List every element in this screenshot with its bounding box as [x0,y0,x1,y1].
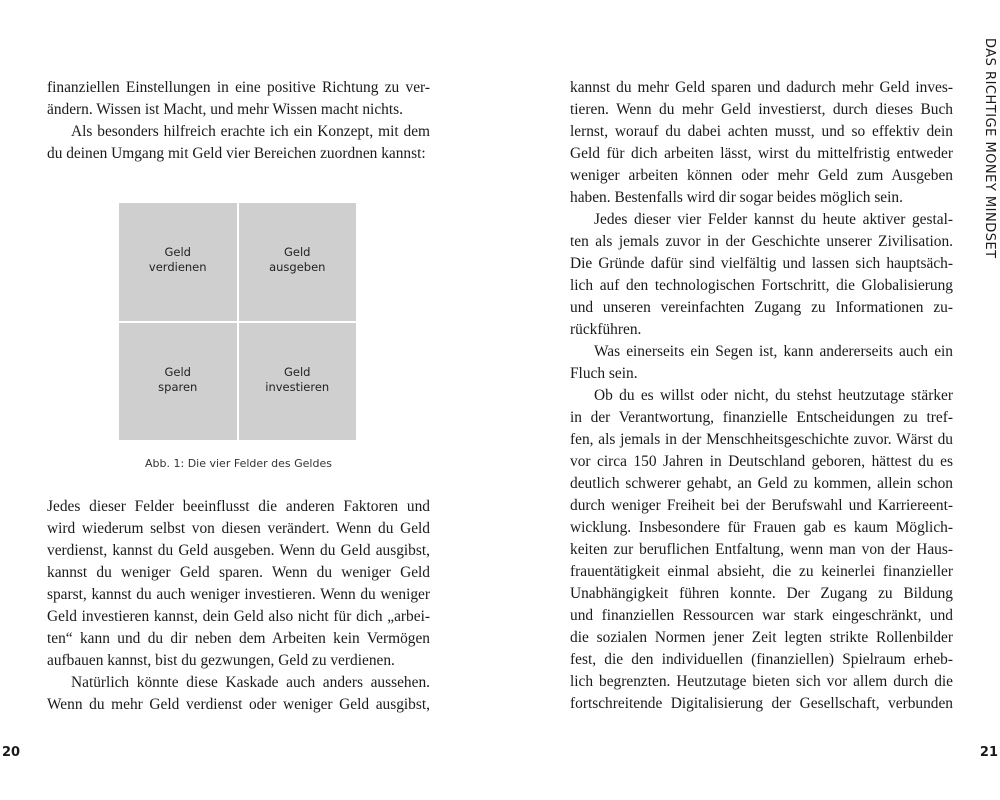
text-line: finanziellen Einstellungen in eine positive Richtung zu ver- [47,79,430,96]
text-line: Die Gründe dafür sind vielfältig und lassen sich hauptsäch- [570,255,953,272]
text-line: weniger arbeiten können oder mehr Geld zum Ausgeben [570,167,953,184]
cell-label: Geld sparen [158,364,198,394]
text-line: Was einerseits ein Segen ist, kann andererseits auch ein [594,343,953,360]
running-head: DAS RICHTIGE MONEY MINDSET [982,38,997,259]
text-line: lernst, worauf du dabei achten musst, und so effektiv dein [570,123,953,140]
text-line: Ob du es willst oder nicht, du stehst heutzutage stärker [594,387,953,404]
text-line: Jedes dieser Felder beeinflusst die anderen Faktoren und [47,498,430,515]
text-line: wird wiederum selbst von diesen verändert. Wenn du Geld [47,520,430,537]
text-line: Wenn du mehr Geld verdienst oder weniger Geld ausgibst, [47,696,430,713]
cell-geld-investieren [239,323,357,441]
text-line: deutlich schwerer gehabt, an Geld zu kommen, allein schon [570,475,953,492]
text-line: haben. Bestenfalls wird dir sogar beides möglich sein. [570,189,903,206]
cell-label: Geld ausgeben [269,245,326,274]
text-line: aufbauen kannst, bist du gezwungen, Geld zu verdienen. [47,652,395,669]
text-line: Geld investieren kannst, dein Geld also nicht für dich „arbei- [47,608,430,625]
text-line: fen, als jemals in der Menschheitsgeschichte zuvor. Wärst du [570,431,953,448]
text-line: sparst, kannst du auch weniger investieren. Wenn du weniger [47,586,430,603]
figure-caption: Abb. 1: Die vier Felder des Geldes [145,457,332,470]
text-line: keiten zur beruflichen Entfaltung, wenn man von der Haus- [570,541,953,558]
left-text-bottom [47,496,430,716]
text-line: kannst du weniger Geld sparen. Wenn du weniger Geld [47,564,430,581]
text-line: ten“ kann und du dir neben dem Arbeiten kein Vermögen [47,630,430,647]
cell-geld-sparen [119,323,237,441]
text-line: in der Verantwortung, finanzielle Entscheidungen zu tref- [570,409,953,426]
text-line: verdienst, kannst du Geld ausgeben. Wenn du Geld ausgibst, [47,542,430,559]
text-line: fortschreitende Digitalisierung der Gesellschaft, verbunden [570,695,953,712]
text-line: Jedes dieser vier Felder kannst du heute aktiver gestal- [594,211,953,228]
cell-label: Geld investieren [265,364,330,394]
text-line: Fluch sein. [570,365,638,382]
cell-geld-ausgeben [239,203,357,321]
text-line: lich begrenzten. Heutzutage bieten sich vor allem durch die [570,673,953,690]
text-line: frauentätigkeit einmal absieht, die zu keinerlei finanzieller [570,563,953,580]
text-line: Unabhängigkeit führen konnte. Der Zugang zu Bildung [570,585,953,602]
text-line: fest, die den individuellen (finanziellen) Spielraum erheb- [570,651,953,668]
page-number: 20 [2,745,21,760]
page-number: 21 [979,745,998,760]
text-line: du deinen Umgang mit Geld vier Bereichen zuordnen kannst: [47,145,426,162]
left-text-top [47,77,430,165]
text-line: durch weniger Freiheit bei der Berufswahl und Karriereent- [570,497,953,514]
text-line: Geld für dich arbeiten lässt, wirst du mittelfristig entweder [570,145,953,162]
text-line: tieren. Wenn du mehr Geld investierst, durch dieses Buch [570,101,953,118]
cell-label: Geld verdienen [148,245,207,274]
text-line: ändern. Wissen ist Macht, und mehr Wissen macht nichts. [47,101,403,118]
text-line: die sozialen Normen jener Zeit legten strikte Rollenbilder [570,629,953,646]
text-line: Natürlich könnte diese Kaskade auch anders aussehen. [71,674,430,691]
text-line: ten als jemals zuvor in der Geschichte unserer Zivilisation. [570,233,953,250]
text-line: und unseren vereinfachten Zugang zu Informationen zu- [570,299,953,316]
four-fields-diagram [119,203,356,440]
right-page [500,0,1000,800]
text-line: rückführen. [570,321,642,338]
text-line: und finanziellen Ressourcen war stark eingeschränkt, und [570,607,953,624]
text-line: lich auf den technologischen Fortschritt, die Globalisierung [570,277,953,294]
text-line: wicklung. Insbesondere für Frauen gab es kaum Möglich- [570,519,953,536]
right-text [570,77,953,715]
cell-geld-verdienen [119,203,237,321]
text-line: Als besonders hilfreich erachte ich ein Konzept, mit dem [71,123,430,140]
text-line: vor circa 150 Jahren in Deutschland geboren, hättest du es [570,453,953,470]
text-line: kannst du mehr Geld sparen und dadurch mehr Geld inves- [570,79,953,96]
